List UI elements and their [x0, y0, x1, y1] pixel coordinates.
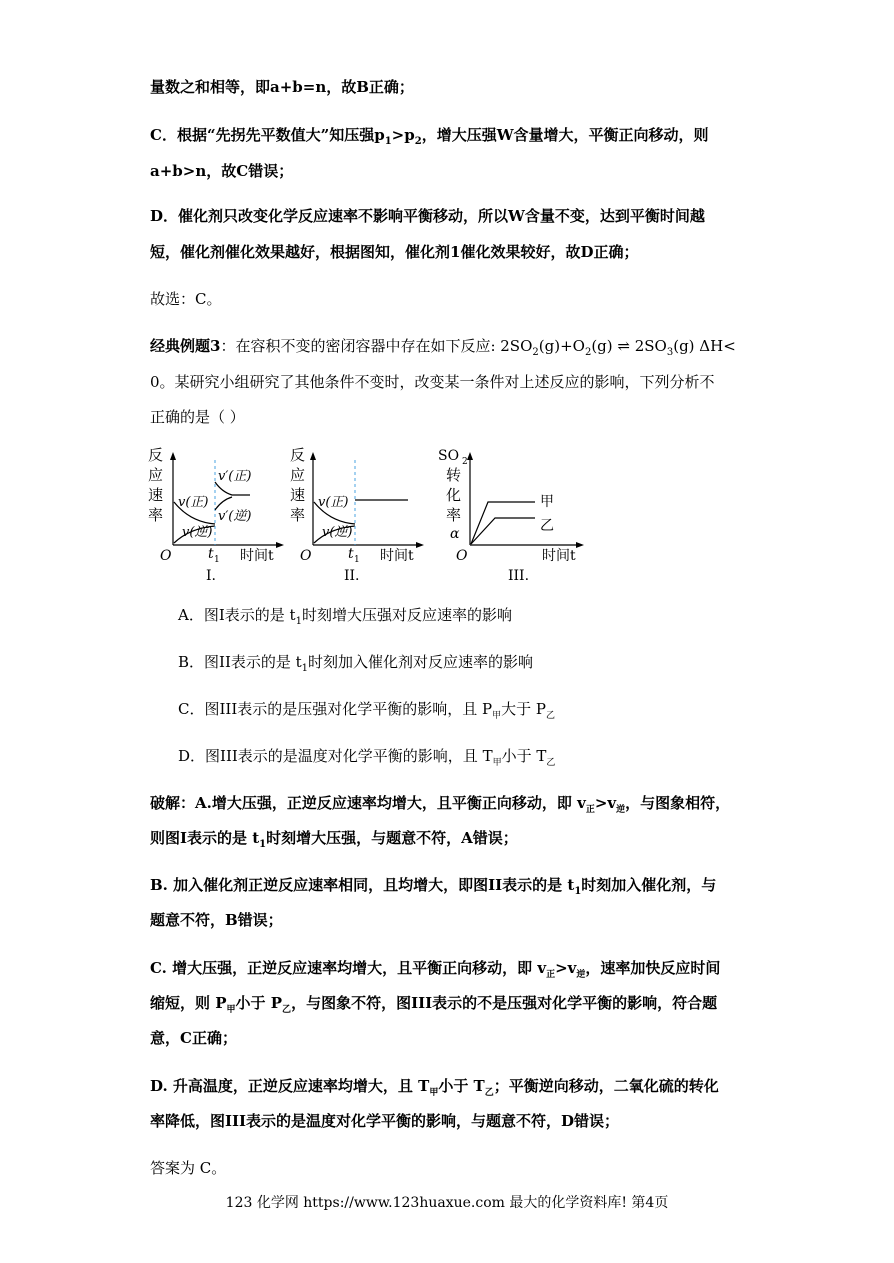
- svg-text:率: 率: [446, 506, 462, 524]
- svg-text:v(逆): v(逆): [322, 525, 353, 540]
- example-label: 经典例题3: [150, 337, 221, 355]
- svg-text:v(正): v(正): [178, 495, 209, 510]
- svg-text:时间t: 时间t: [542, 548, 576, 564]
- page-footer: 123 化学网 https://www.123huaxue.com 最大的化学资料库! 第4页: [225, 1195, 669, 1211]
- solution-line-2: 则图I表示的是 $t_1$时刻增大压强，与题意不符，A错误；: [150, 829, 518, 850]
- example-title-line: 经典例题3：在容积不变的密闭容器中存在如下反应: $2SO_2(g)+O_2(g)$ ⇌ $2SO_3(g)$ ΔH<: [150, 337, 736, 358]
- option-a: A．图I表示的是 $t_1$时刻增大压强对反应速率的影响: [178, 606, 512, 627]
- svg-text:t: t: [348, 546, 354, 562]
- svg-text:O: O: [300, 548, 312, 564]
- text-line-6: 故选：C。: [150, 290, 222, 308]
- answer-line: 答案为 C。: [150, 1159, 227, 1177]
- svg-text:v(正): v(正): [318, 495, 349, 510]
- svg-text:转: 转: [446, 466, 462, 484]
- svg-text:1: 1: [354, 555, 360, 565]
- svg-text:I.: I.: [206, 568, 216, 584]
- svg-text:v′(正): v′(正): [218, 469, 252, 484]
- svg-text:O: O: [456, 548, 468, 564]
- svg-text:乙: 乙: [540, 518, 554, 534]
- svg-text:II.: II.: [344, 568, 360, 584]
- svg-text:化: 化: [446, 486, 462, 504]
- svg-text:率: 率: [148, 506, 164, 524]
- svg-text:α: α: [450, 526, 460, 542]
- text-line-8: 0。某研究小组研究了其他条件不变时，改变某一条件对上述反应的影响，下列分析不: [150, 373, 715, 391]
- graph-3: [438, 448, 584, 584]
- svg-text:率: 率: [290, 506, 306, 524]
- text-line-5: 短，催化剂催化效果越好，根据图知，催化剂1催化效果较好，故D正确；: [150, 243, 639, 261]
- text-line-3: a+b>n，故C错误；: [150, 162, 294, 180]
- option-b: B．图II表示的是 $t_1$时刻加入催化剂对反应速率的影响: [178, 653, 534, 674]
- svg-text:2: 2: [462, 457, 468, 467]
- text-line-1: 量数之和相等，即a+b=n，故B正确；: [150, 78, 414, 96]
- svg-text:速: 速: [148, 486, 164, 504]
- svg-text:速: 速: [290, 486, 306, 504]
- figure-graphs: [140, 440, 600, 590]
- svg-text:III.: III.: [508, 568, 530, 584]
- svg-text:反: 反: [290, 446, 306, 464]
- svg-text:v′(逆): v′(逆): [218, 509, 252, 524]
- svg-text:时间t: 时间t: [240, 548, 274, 564]
- svg-text:反: 反: [148, 446, 164, 464]
- option-c: C．图III表示的是压强对化学平衡的影响，且 $P_甲$大于 $P_乙$: [178, 700, 556, 721]
- svg-text:甲: 甲: [540, 494, 554, 510]
- solution-line-7: 意，C正确；: [150, 1029, 237, 1047]
- solution-line-1: 破解：A.增大压强，正逆反应速率均增大，且平衡正向移动，即 $v_正>v_逆$，与图象相符，: [150, 794, 731, 815]
- text-line-4: D．催化剂只改变化学反应速率不影响平衡移动，所以W含量不变，达到平衡时间越: [150, 207, 705, 225]
- graph-2: [290, 446, 424, 584]
- text-line-2: C．根据“先拐先平数值大”知压强$p_1>p_2$，增大压强W含量增大，平衡正向移动，则: [150, 126, 709, 147]
- svg-text:t: t: [208, 546, 214, 562]
- svg-text:v(逆): v(逆): [182, 525, 213, 540]
- solution-line-4: 题意不符，B错误；: [150, 911, 283, 929]
- solution-line-8: D. 升高温度，正逆反应速率均增大，且 $T_甲$小于 $T_乙$；平衡逆向移动，二氧化硫的转化: [150, 1077, 719, 1098]
- option-d: D．图III表示的是温度对化学平衡的影响，且 $T_甲$小于 $T_乙$: [178, 747, 556, 768]
- solution-line-5: C. 增大压强，正逆反应速率均增大，且平衡正向移动，即 $v_正>v_逆$，速率加快反应时间: [150, 959, 721, 980]
- svg-text:应: 应: [290, 466, 306, 484]
- solution-line-6: 缩短，则 $P_甲$小于 $P_乙$，与图象不符，图III表示的不是压强对化学平衡的影响，符合题: [150, 994, 718, 1015]
- solution-line-3: B. 加入催化剂正逆反应速率相同，且均增大，即图II表示的是 $t_1$时刻加入催化剂，与: [150, 876, 717, 897]
- text-line-9: 正确的是（ ）: [150, 408, 245, 426]
- svg-text:SO: SO: [438, 448, 460, 464]
- svg-text:时间t: 时间t: [380, 548, 414, 564]
- svg-text:1: 1: [214, 555, 220, 565]
- graph-1: [148, 446, 284, 584]
- solution-line-9: 率降低，图III表示的是温度对化学平衡的影响，与题意不符，D错误；: [150, 1112, 620, 1130]
- svg-text:应: 应: [148, 466, 164, 484]
- svg-text:O: O: [160, 548, 172, 564]
